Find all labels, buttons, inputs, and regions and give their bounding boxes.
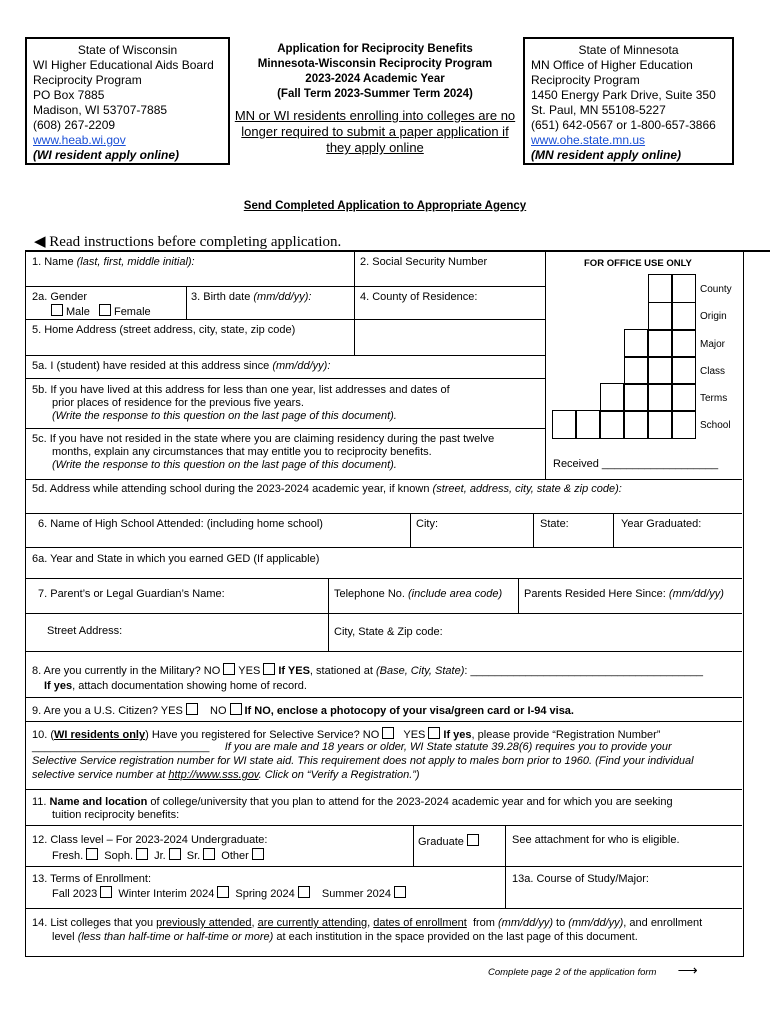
terms-label: 13. Terms of Enrollment: bbox=[32, 873, 152, 885]
school-address-hint: (street, address, city, state & zip code): bbox=[432, 483, 622, 495]
rule bbox=[413, 825, 414, 866]
telephone-hint: (include area code) bbox=[408, 588, 503, 600]
county-field[interactable]: 4. County of Residence: bbox=[360, 291, 478, 303]
resided-since-field[interactable] bbox=[32, 360, 330, 373]
office-grid-cell bbox=[552, 410, 576, 439]
rule bbox=[25, 908, 742, 909]
rule bbox=[25, 721, 742, 722]
citizen-question bbox=[32, 703, 574, 718]
office-grid-cell bbox=[672, 329, 696, 358]
birthdate-field[interactable] bbox=[191, 291, 311, 304]
ss-note-line-2: Selective Service registration number for WI state aid. This requirement does not apply to males born prior to 1960. (Find your individual bbox=[32, 755, 694, 767]
title-line-2: Minnesota-Wisconsin Reciprocity Program bbox=[257, 58, 493, 70]
q5b-line-1: 5b. If you have lived at this address for less than one year, list addresses and dates of bbox=[32, 384, 450, 396]
parents-since-label: Parents Resided Here Since: bbox=[524, 588, 669, 600]
citizen-label: 9. Are you a U.S. Citizen? YES bbox=[32, 705, 183, 717]
citizen-no-checkbox[interactable] bbox=[230, 703, 242, 715]
parents-since-hint: (mm/dd/yy) bbox=[668, 588, 724, 600]
female-label: Female bbox=[113, 306, 151, 318]
registration-number-blank: _____________________________ bbox=[32, 741, 210, 753]
rule bbox=[25, 613, 742, 614]
wi-website-link[interactable]: www.heab.wi.gov bbox=[33, 133, 126, 147]
office-grid-cell bbox=[672, 383, 696, 412]
fall-checkbox[interactable] bbox=[100, 886, 112, 898]
office-grid-cell bbox=[600, 383, 624, 412]
citizen-note: If NO, enclose a photocopy of your visa/green card or I-94 visa. bbox=[244, 705, 574, 717]
attachment-note: See attachment for who is eligible. bbox=[512, 834, 680, 846]
office-use-title: FOR OFFICE USE ONLY bbox=[584, 258, 692, 269]
q5c-line-3: (Write the response to this question on the last page of this document). bbox=[52, 459, 397, 471]
graduate-option: Graduate bbox=[418, 834, 482, 849]
military-yes-checkbox[interactable] bbox=[263, 663, 275, 675]
resided-since-hint: (mm/dd/yy): bbox=[272, 360, 331, 372]
online-note: MN or WI residents enrolling into colleges are no longer required to submit a paper application if they apply online bbox=[234, 108, 516, 155]
telephone-field[interactable] bbox=[334, 588, 502, 601]
office-grid-cell bbox=[624, 410, 648, 439]
registration-number-line[interactable]: _____________________________ If you are male and 18 years or older, WI State statute 39.28(6) requires you to provide your bbox=[32, 741, 672, 753]
rule bbox=[25, 651, 742, 652]
office-grid-cell bbox=[576, 410, 600, 439]
mn-website-link[interactable]: www.ohe.state.mn.us bbox=[531, 133, 646, 147]
title-line-1: Application for Reciprocity Benefits bbox=[277, 43, 473, 55]
military-ifyes: If YES bbox=[278, 665, 310, 677]
rule bbox=[533, 513, 534, 547]
other-checkbox[interactable] bbox=[252, 848, 264, 860]
telephone-label: Telephone No. bbox=[334, 588, 408, 600]
rule bbox=[354, 251, 355, 355]
office-label-major: Major bbox=[700, 339, 726, 350]
q5c-line-2: months, explain any circumstances that may entitle you to reciprocity benefits. bbox=[52, 446, 432, 458]
wi-pobox: PO Box 7885 bbox=[33, 88, 105, 102]
mn-program: Reciprocity Program bbox=[531, 73, 640, 87]
wi-phone: (608) 267-2209 bbox=[33, 118, 116, 132]
rule bbox=[410, 513, 411, 547]
office-grid-cell bbox=[672, 410, 696, 439]
office-grid-cell bbox=[600, 410, 624, 439]
military-no-checkbox[interactable] bbox=[223, 663, 235, 675]
fresh-checkbox[interactable] bbox=[86, 848, 98, 860]
birthdate-label: 3. Birth date bbox=[191, 291, 254, 303]
form-title bbox=[232, 42, 518, 156]
wi-agency: WI Higher Educational Aids Board bbox=[33, 58, 214, 72]
colleges-question: 14. List colleges that you previously attended, are currently attending, dates of enrollment from (mm/dd/yy) to (mm/dd/yy), and enrollment bbox=[32, 917, 703, 929]
ss-yes-checkbox[interactable] bbox=[428, 727, 440, 739]
rule bbox=[25, 825, 742, 826]
school-address-field[interactable] bbox=[32, 483, 622, 496]
high-school-field[interactable]: 6. Name of High School Attended: (including home school) bbox=[38, 518, 323, 530]
parents-since-field[interactable] bbox=[524, 588, 724, 601]
graduate-checkbox[interactable] bbox=[467, 834, 479, 846]
rule bbox=[25, 513, 742, 514]
college-question: 11. Name and location of college/university that you plan to attend for the 2023-2024 academic year and for which you are seeking bbox=[32, 796, 673, 808]
gender-label: 2a. Gender bbox=[32, 291, 88, 303]
citizen-no-label: NO bbox=[210, 705, 227, 717]
summer-checkbox[interactable] bbox=[394, 886, 406, 898]
city-state-zip-field[interactable]: City, State & Zip code: bbox=[334, 626, 443, 638]
rule bbox=[25, 697, 742, 698]
rule bbox=[328, 578, 329, 651]
ssn-field[interactable]: 2. Social Security Number bbox=[360, 256, 488, 268]
rule bbox=[613, 513, 614, 547]
hs-city-field[interactable]: City: bbox=[416, 518, 438, 530]
course-of-study-field[interactable]: 13a. Course of Study/Major: bbox=[512, 873, 649, 885]
gender-options bbox=[48, 304, 151, 319]
office-grid-cell bbox=[648, 383, 672, 412]
q5b-line-3: (Write the response to this question on the last page of this document). bbox=[52, 410, 397, 422]
footer-note: Complete page 2 of the application form ⟶ bbox=[488, 962, 698, 978]
rule bbox=[25, 866, 742, 867]
office-grid-cell bbox=[648, 356, 672, 385]
rule bbox=[505, 825, 506, 908]
office-grid-cell bbox=[624, 383, 648, 412]
spring-checkbox[interactable] bbox=[298, 886, 310, 898]
resided-since-label: 5a. I (student) have resided at this address since bbox=[32, 360, 273, 372]
home-address-field[interactable]: 5. Home Address (street address, city, state, zip code) bbox=[32, 324, 296, 336]
military-yes-label: YES bbox=[238, 665, 261, 677]
military-question: 8. Are you currently in the Military? NO YES If YES, stationed at (Base, City, State): ______________________________________ bbox=[32, 665, 703, 677]
class-level-options: Fresh. Soph. Jr. Sr. Other bbox=[52, 848, 267, 863]
ss-no-checkbox[interactable] bbox=[382, 727, 394, 739]
colleges-question-2: level (less than half-time or half-time or more) at each institution in the space provided on the last page of this document. bbox=[52, 931, 638, 943]
female-checkbox[interactable] bbox=[99, 304, 111, 316]
office-label-terms: Terms bbox=[700, 393, 728, 404]
wi-state-name: State of Wisconsin bbox=[77, 43, 178, 57]
name-hint: (last, first, middle initial): bbox=[76, 256, 195, 268]
office-label-school: School bbox=[700, 420, 731, 431]
office-label-class: Class bbox=[700, 366, 726, 377]
q5b-line-2: prior places of residence for the previous five years. bbox=[52, 397, 304, 409]
office-grid-cell bbox=[648, 274, 672, 303]
wi-city: Madison, WI 53707-7885 bbox=[33, 103, 168, 117]
college-question-2: tuition reciprocity benefits: bbox=[52, 809, 180, 821]
instructions-note: ◀ Read instructions before completing application. bbox=[34, 234, 342, 250]
office-grid-cell bbox=[648, 329, 672, 358]
mn-city: St. Paul, MN 55108-5227 bbox=[531, 103, 666, 117]
terms-options: Fall 2023 Winter Interim 2024 Spring 2024 Summer 2024 bbox=[52, 886, 409, 901]
title-line-3: 2023-2024 Academic Year bbox=[305, 73, 445, 85]
wi-program: Reciprocity Program bbox=[33, 73, 142, 87]
office-grid-cell bbox=[672, 274, 696, 303]
rule bbox=[25, 547, 742, 548]
office-grid-cell bbox=[672, 302, 696, 331]
sss-link: http://www.sss.gov bbox=[168, 769, 259, 781]
office-grid-cell bbox=[624, 356, 648, 385]
q5c-line-1: 5c. If you have not resided in the state where you are claiming residency during the past twelve bbox=[32, 433, 495, 445]
rule bbox=[25, 378, 545, 379]
male-checkbox[interactable] bbox=[51, 304, 63, 316]
year-graduated-field[interactable]: Year Graduated: bbox=[621, 518, 702, 530]
title-line-4: (Fall Term 2023-Summer Term 2024) bbox=[277, 88, 473, 100]
rule bbox=[518, 578, 519, 613]
rule bbox=[25, 319, 545, 320]
name-label: 1. Name bbox=[32, 256, 77, 268]
mn-street: 1450 Energy Park Drive, Suite 350 bbox=[531, 88, 716, 102]
military-label: 8. Are you currently in the Military? NO bbox=[32, 665, 221, 677]
citizen-yes-checkbox[interactable] bbox=[186, 703, 198, 715]
rule bbox=[25, 479, 742, 480]
ged-field[interactable]: 6a. Year and State in which you earned GED (If applicable) bbox=[32, 553, 320, 565]
office-received: Received ___________________ bbox=[553, 458, 719, 470]
office-grid-cell bbox=[672, 356, 696, 385]
school-address-label: 5d. Address while attending school during the 2023-2024 academic year, if known bbox=[32, 483, 433, 495]
name-field[interactable] bbox=[32, 256, 195, 269]
rule bbox=[545, 251, 546, 479]
rule bbox=[186, 286, 187, 319]
mn-agency: MN Office of Higher Education bbox=[531, 58, 693, 72]
rule bbox=[25, 428, 545, 429]
ss-note-line-3: selective service number at http://www.sss.gov. Click on “Verify a Registration.”) bbox=[32, 769, 420, 781]
mn-phone: (651) 642-0567 or 1-800-657-3866 bbox=[531, 118, 716, 132]
birthdate-hint: (mm/dd/yy): bbox=[253, 291, 312, 303]
selective-service-question: 10. (WI residents only) Have you registered for Selective Service? NO YES If yes, please provide “Registration Number” bbox=[32, 729, 661, 741]
wisconsin-agency-box bbox=[25, 37, 230, 165]
rule bbox=[25, 789, 742, 790]
hs-state-field[interactable]: State: bbox=[540, 518, 569, 530]
office-label-county: County bbox=[700, 284, 732, 295]
mn-state-name: State of Minnesota bbox=[578, 43, 679, 57]
class-level-label: 12. Class level – For 2023-2024 Undergraduate: bbox=[32, 834, 268, 846]
street-address-field[interactable]: Street Address: bbox=[47, 625, 123, 637]
rule bbox=[25, 578, 742, 579]
jr-checkbox[interactable] bbox=[169, 848, 181, 860]
office-grid-cell bbox=[648, 410, 672, 439]
minnesota-agency-box bbox=[523, 37, 734, 165]
office-label-origin: Origin bbox=[700, 311, 727, 322]
rule bbox=[25, 355, 545, 356]
guardian-name-field[interactable]: 7. Parent’s or Legal Guardian’s Name: bbox=[38, 588, 225, 600]
send-heading: Send Completed Application to Appropriate Agency bbox=[243, 200, 527, 212]
wi-residents-only: WI residents only bbox=[54, 729, 146, 741]
male-label: Male bbox=[66, 306, 90, 318]
winter-checkbox[interactable] bbox=[217, 886, 229, 898]
mn-apply-online: (MN resident apply online) bbox=[531, 148, 682, 162]
arrow-right-icon: ⟶ bbox=[677, 962, 698, 978]
soph-checkbox[interactable] bbox=[136, 848, 148, 860]
rule bbox=[25, 286, 545, 287]
military-station-blank: : ______________________________________ bbox=[464, 665, 703, 677]
sr-checkbox[interactable] bbox=[203, 848, 215, 860]
military-note: If yes, attach documentation showing home of record. bbox=[44, 680, 307, 692]
wi-apply-online: (WI resident apply online) bbox=[33, 148, 180, 162]
office-grid-cell bbox=[624, 329, 648, 358]
office-grid-cell bbox=[648, 302, 672, 331]
